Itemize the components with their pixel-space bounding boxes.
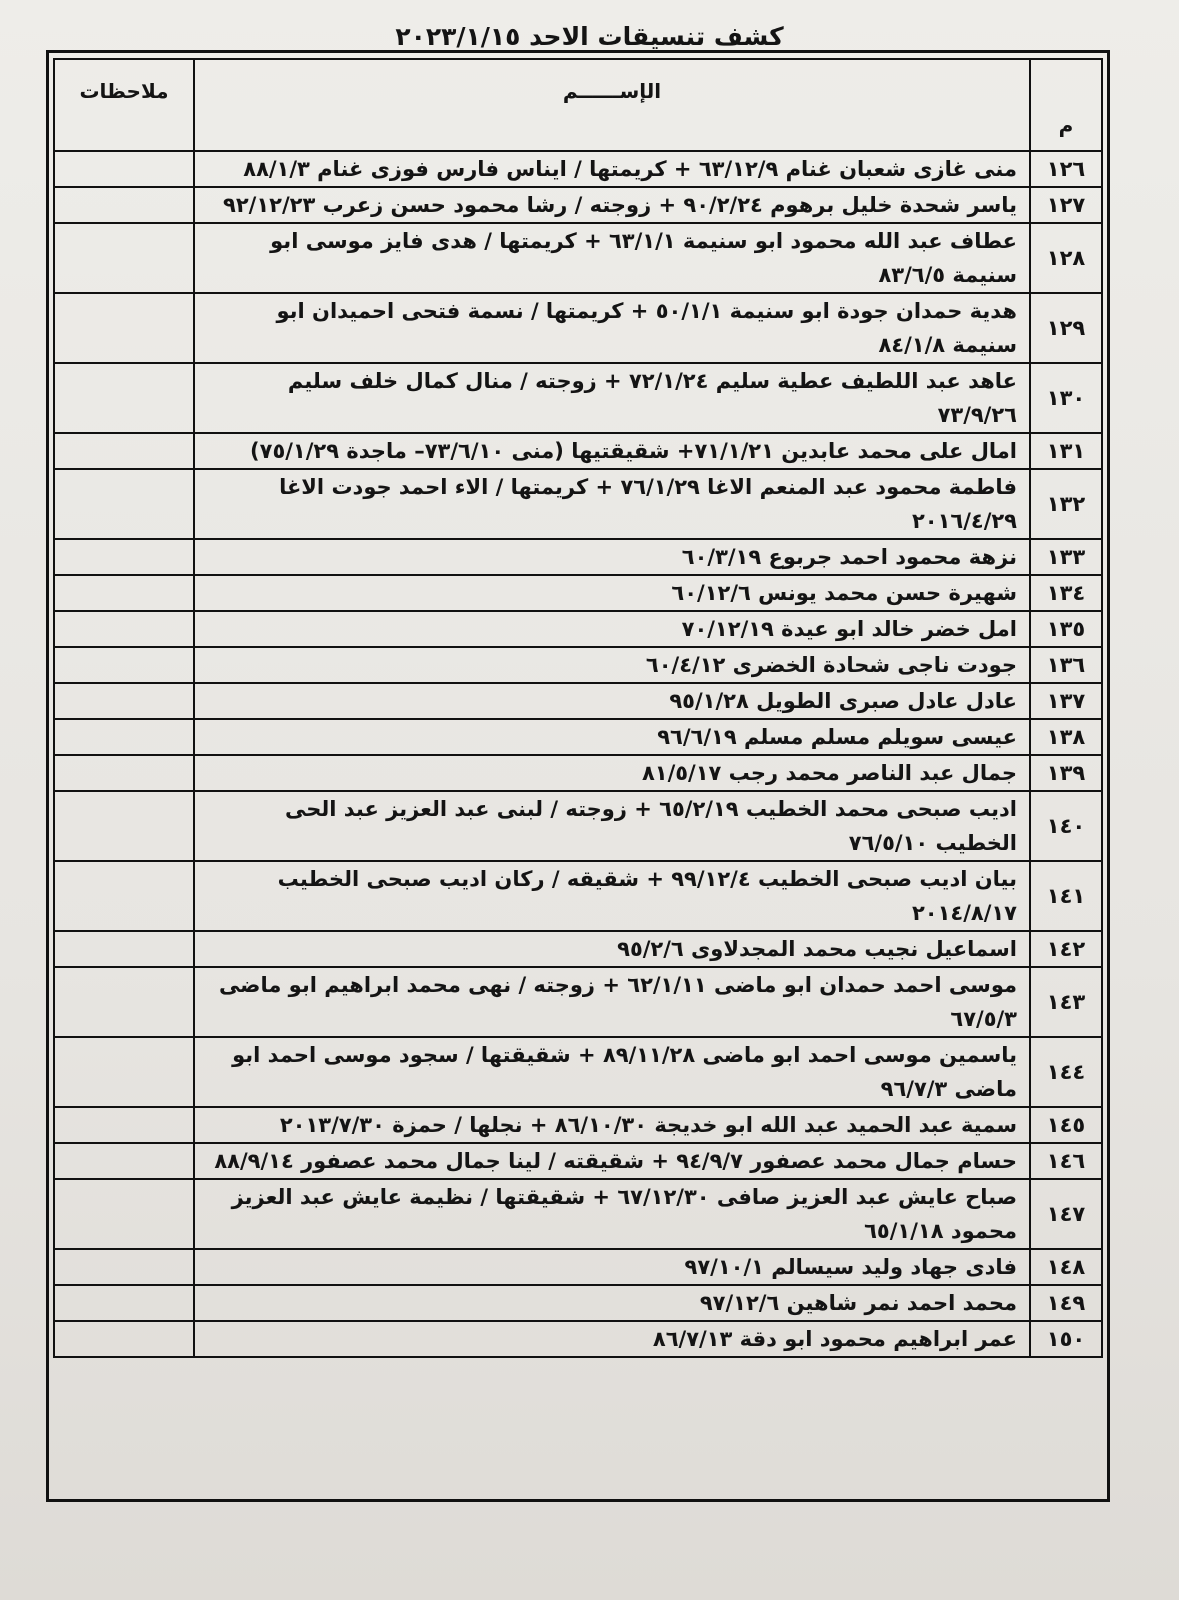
row-number: ١٣٩ bbox=[1030, 755, 1102, 791]
row-notes bbox=[54, 931, 194, 967]
table-row bbox=[54, 363, 1102, 433]
row-number: ١٣٦ bbox=[1030, 647, 1102, 683]
row-name: بيان اديب صبحى الخطيب ٩٩/١٢/٤ + شقيقه / ركان اديب صبحى الخطيب ٢٠١٤/٨/١٧ bbox=[194, 861, 1030, 931]
row-name: فادى جهاد وليد سيسالم ٩٧/١٠/١ bbox=[194, 1249, 1030, 1285]
row-notes bbox=[54, 791, 194, 861]
row-number: ١٣١ bbox=[1030, 433, 1102, 469]
table-row bbox=[54, 683, 1102, 719]
row-notes bbox=[54, 1321, 194, 1357]
table-row bbox=[54, 539, 1102, 575]
row-number: ١٥٠ bbox=[1030, 1321, 1102, 1357]
row-notes bbox=[54, 967, 194, 1037]
row-name: عادل عادل صبرى الطويل ٩٥/١/٢٨ bbox=[194, 683, 1030, 719]
table-row bbox=[54, 719, 1102, 755]
row-number: ١٣٢ bbox=[1030, 469, 1102, 539]
table-row bbox=[54, 469, 1102, 539]
row-number: ١٣٥ bbox=[1030, 611, 1102, 647]
row-name: حسام جمال محمد عصفور ٩٤/٩/٧ + شقيقته / لينا جمال محمد عصفور ٨٨/٩/١٤ bbox=[194, 1143, 1030, 1179]
row-name: اسماعيل نجيب محمد المجدلاوى ٩٥/٢/٦ bbox=[194, 931, 1030, 967]
row-notes bbox=[54, 363, 194, 433]
table-row bbox=[54, 755, 1102, 791]
row-name: عطاف عبد الله محمود ابو سنيمة ٦٣/١/١ + كريمتها / هدى فايز موسى ابو سنيمة ٨٣/٦/٥ bbox=[194, 223, 1030, 293]
row-number: ١٤٥ bbox=[1030, 1107, 1102, 1143]
row-name: امال على محمد عابدين ٧١/١/٢١+ شقيقتيها (منى ٧٣/٦/١٠– ماجدة ٧٥/١/٢٩) bbox=[194, 433, 1030, 469]
row-number: ١٤٤ bbox=[1030, 1037, 1102, 1107]
row-name: عاهد عبد اللطيف عطية سليم ٧٢/١/٢٤ + زوجته / منال كمال خلف سليم ٧٣/٩/٢٦ bbox=[194, 363, 1030, 433]
table-header-row bbox=[54, 59, 1102, 151]
row-number: ١٣٧ bbox=[1030, 683, 1102, 719]
table-row bbox=[54, 575, 1102, 611]
row-notes bbox=[54, 683, 194, 719]
table-row bbox=[54, 611, 1102, 647]
row-name: امل خضر خالد ابو عيدة ٧٠/١٢/١٩ bbox=[194, 611, 1030, 647]
row-notes bbox=[54, 575, 194, 611]
row-number: ١٣٤ bbox=[1030, 575, 1102, 611]
row-number: ١٤١ bbox=[1030, 861, 1102, 931]
header-notes: ملاحظات bbox=[54, 59, 194, 151]
page-title: كشف تنسيقات الاحد ٢٠٢٣/١/١٥ bbox=[395, 22, 784, 51]
row-name: اديب صبحى محمد الخطيب ٦٥/٢/١٩ + زوجته / لبنى عبد العزيز عبد الحى الخطيب ٧٦/٥/١٠ bbox=[194, 791, 1030, 861]
row-notes bbox=[54, 647, 194, 683]
row-name: ياسر شحدة خليل برهوم ٩٠/٢/٢٤ + زوجته / رشا محمود حسن زعرب ٩٢/١٢/٢٣ bbox=[194, 187, 1030, 223]
table-row bbox=[54, 151, 1102, 187]
row-number: ١٣٠ bbox=[1030, 363, 1102, 433]
row-notes bbox=[54, 1285, 194, 1321]
row-name: شهيرة حسن محمد يونس ٦٠/١٢/٦ bbox=[194, 575, 1030, 611]
row-notes bbox=[54, 1179, 194, 1249]
names-table bbox=[53, 58, 1103, 1358]
table-body bbox=[54, 151, 1102, 1357]
row-name: عيسى سويلم مسلم مسلم ٩٦/٦/١٩ bbox=[194, 719, 1030, 755]
row-name: موسى احمد حمدان ابو ماضى ٦٢/١/١١ + زوجته / نهى محمد ابراهيم ابو ماضى ٦٧/٥/٣ bbox=[194, 967, 1030, 1037]
row-number: ١٢٨ bbox=[1030, 223, 1102, 293]
row-name: جمال عبد الناصر محمد رجب ٨١/٥/١٧ bbox=[194, 755, 1030, 791]
row-name: فاطمة محمود عبد المنعم الاغا ٧٦/١/٢٩ + كريمتها / الاء احمد جودت الاغا ٢٠١٦/٤/٢٩ bbox=[194, 469, 1030, 539]
table-row bbox=[54, 647, 1102, 683]
row-number: ١٢٦ bbox=[1030, 151, 1102, 187]
row-notes bbox=[54, 539, 194, 575]
row-number: ١٤٨ bbox=[1030, 1249, 1102, 1285]
row-notes bbox=[54, 755, 194, 791]
header-number: م bbox=[1030, 59, 1102, 151]
table-row bbox=[54, 1107, 1102, 1143]
row-name: محمد احمد نمر شاهين ٩٧/١٢/٦ bbox=[194, 1285, 1030, 1321]
row-notes bbox=[54, 433, 194, 469]
row-notes bbox=[54, 611, 194, 647]
row-name: سمية عبد الحميد عبد الله ابو خديجة ٨٦/١٠/٣٠ + نجلها / حمزة ٢٠١٣/٧/٣٠ bbox=[194, 1107, 1030, 1143]
table-row bbox=[54, 1285, 1102, 1321]
table-row bbox=[54, 223, 1102, 293]
row-notes bbox=[54, 1037, 194, 1107]
table-row bbox=[54, 791, 1102, 861]
row-number: ١٢٧ bbox=[1030, 187, 1102, 223]
row-name: ياسمين موسى احمد ابو ماضى ٨٩/١١/٢٨ + شقيقتها / سجود موسى احمد ابو ماضى ٩٦/٧/٣ bbox=[194, 1037, 1030, 1107]
table-row bbox=[54, 1143, 1102, 1179]
table-row bbox=[54, 1179, 1102, 1249]
row-notes bbox=[54, 1143, 194, 1179]
row-number: ١٣٣ bbox=[1030, 539, 1102, 575]
row-name: نزهة محمود احمد جربوع ٦٠/٣/١٩ bbox=[194, 539, 1030, 575]
row-number: ١٣٨ bbox=[1030, 719, 1102, 755]
table-row bbox=[54, 1321, 1102, 1357]
header-name: الإســــــم bbox=[194, 59, 1030, 151]
row-number: ١٤٣ bbox=[1030, 967, 1102, 1037]
row-number: ١٤٦ bbox=[1030, 1143, 1102, 1179]
row-notes bbox=[54, 861, 194, 931]
table-frame bbox=[46, 50, 1110, 1502]
table-row bbox=[54, 433, 1102, 469]
row-notes bbox=[54, 187, 194, 223]
row-name: عمر ابراهيم محمود ابو دقة ٨٦/٧/١٣ bbox=[194, 1321, 1030, 1357]
table-row bbox=[54, 861, 1102, 931]
row-number: ١٤٩ bbox=[1030, 1285, 1102, 1321]
row-notes bbox=[54, 293, 194, 363]
row-notes bbox=[54, 223, 194, 293]
row-notes bbox=[54, 151, 194, 187]
row-name: جودت ناجى شحادة الخضرى ٦٠/٤/١٢ bbox=[194, 647, 1030, 683]
row-number: ١٤٢ bbox=[1030, 931, 1102, 967]
row-notes bbox=[54, 1107, 194, 1143]
table-row bbox=[54, 967, 1102, 1037]
row-notes bbox=[54, 719, 194, 755]
table-row bbox=[54, 931, 1102, 967]
row-number: ١٤٠ bbox=[1030, 791, 1102, 861]
row-number: ١٢٩ bbox=[1030, 293, 1102, 363]
row-name: منى غازى شعبان غنام ٦٣/١٢/٩ + كريمتها / ايناس فارس فوزى غنام ٨٨/١/٣ bbox=[194, 151, 1030, 187]
table-row bbox=[54, 187, 1102, 223]
row-notes bbox=[54, 469, 194, 539]
table-row bbox=[54, 293, 1102, 363]
table-row bbox=[54, 1037, 1102, 1107]
row-number: ١٤٧ bbox=[1030, 1179, 1102, 1249]
row-name: صباح عايش عبد العزيز صافى ٦٧/١٢/٣٠ + شقيقتها / نظيمة عايش عبد العزيز محمود ٦٥/١/١٨ bbox=[194, 1179, 1030, 1249]
row-name: هدية حمدان جودة ابو سنيمة ٥٠/١/١ + كريمتها / نسمة فتحى احميدان ابو سنيمة ٨٤/١/٨ bbox=[194, 293, 1030, 363]
table-row bbox=[54, 1249, 1102, 1285]
row-notes bbox=[54, 1249, 194, 1285]
